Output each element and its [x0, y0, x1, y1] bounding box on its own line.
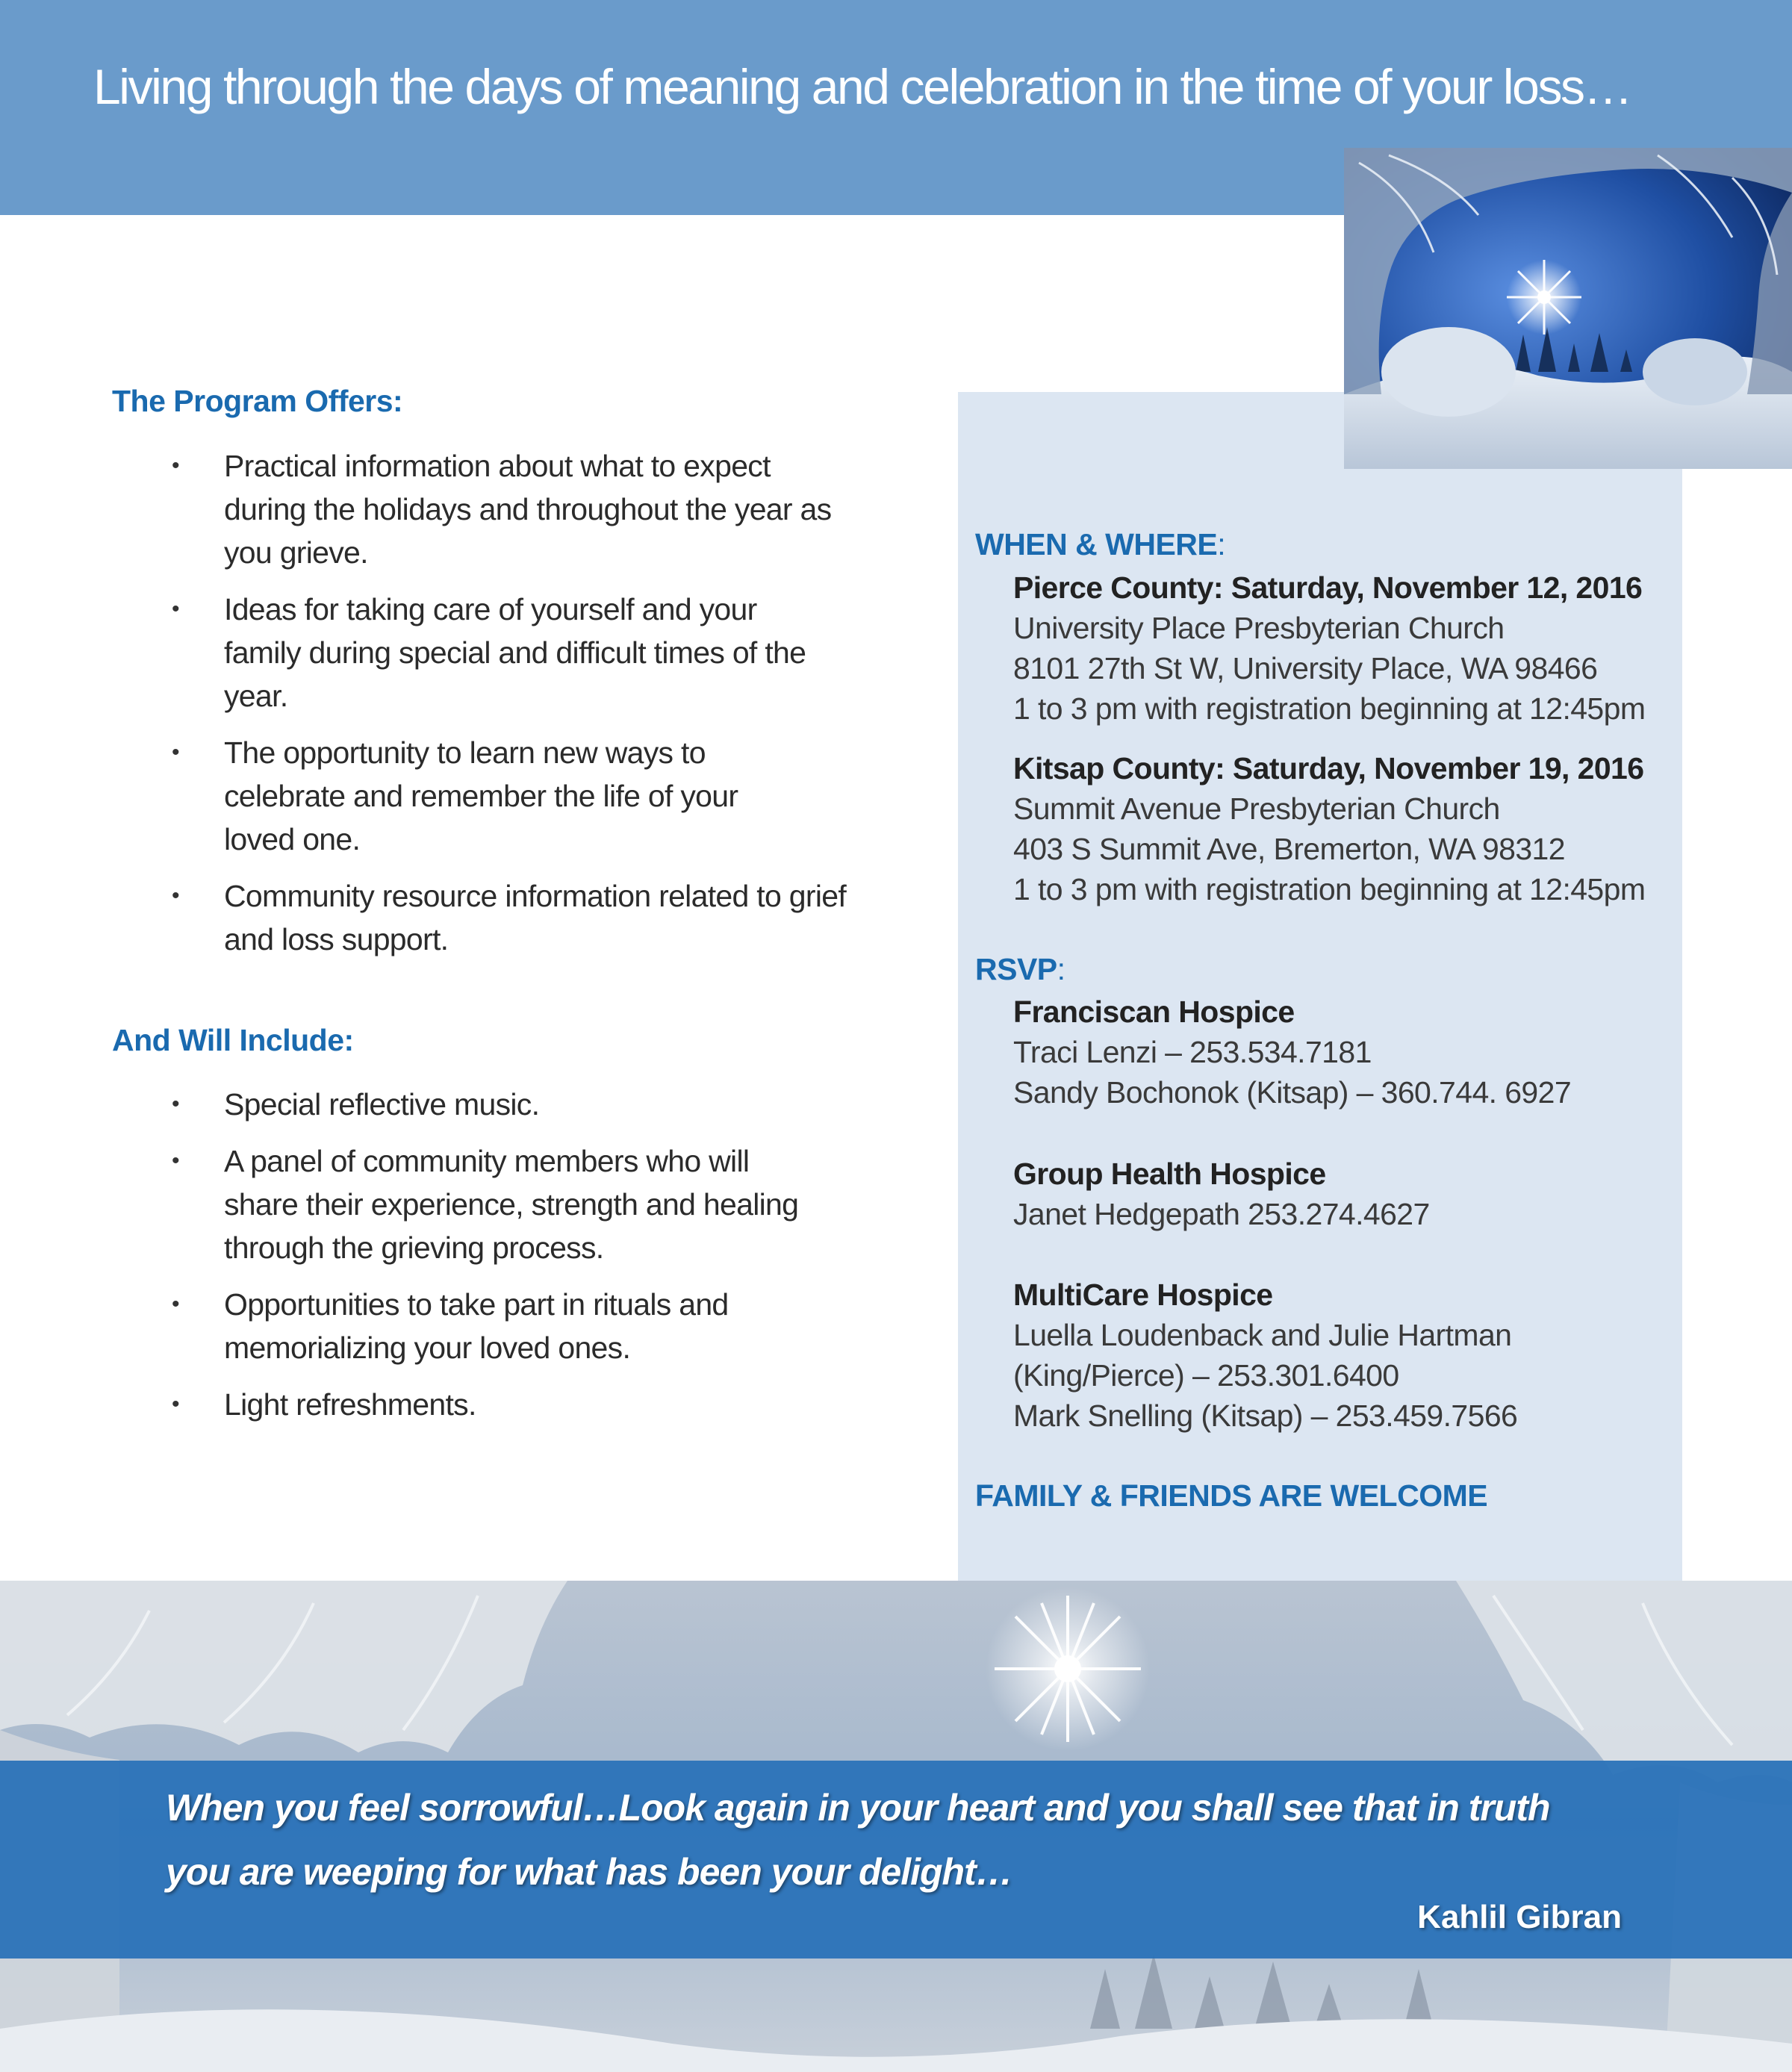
bullet-icon: • — [172, 1148, 179, 1173]
when-where-heading: WHEN & WHERE: — [975, 527, 1226, 561]
quote-line: When you feel sorrowful…Look again in your heart and you shall see that in truth — [166, 1787, 1550, 1829]
contact-line: Sandy Bochonok (Kitsap) – 360.744. 6927 — [1013, 1075, 1572, 1110]
winter-sun-photo — [1344, 148, 1792, 469]
list-item: • The opportunity to learn new ways to celebrate and remember the life of your loved one. — [0, 731, 866, 861]
quote-line: you are weeping for what has been your delight… — [166, 1851, 1012, 1893]
list-item: • Light refreshments. — [0, 1383, 866, 1426]
quote-text — [166, 1776, 1659, 1904]
bullet-icon: • — [172, 740, 179, 765]
event-time: 1 to 3 pm with registration beginning at 12:45pm — [1013, 691, 1646, 726]
contact-line: Janet Hedgepath 253.274.4627 — [1013, 1197, 1430, 1231]
rsvp-multicare — [1013, 1275, 1517, 1436]
contact-line: Luella Loudenback and Julie Hartman — [1013, 1318, 1512, 1352]
program-offers-heading: The Program Offers: — [112, 384, 403, 418]
org-name: Franciscan Hospice — [1013, 995, 1295, 1029]
rsvp-heading: RSVP: — [975, 952, 1065, 986]
contact-line: (King/Pierce) – 253.301.6400 — [1013, 1358, 1399, 1393]
event-address: 403 S Summit Ave, Bremerton, WA 98312 — [1013, 832, 1565, 866]
event-title: Pierce County: Saturday, November 12, 2016 — [1013, 570, 1643, 605]
program-offers-list — [0, 444, 866, 974]
contact-line: Mark Snelling (Kitsap) – 253.459.7566 — [1013, 1399, 1518, 1433]
bullet-icon: • — [172, 883, 179, 908]
contact-line: Traci Lenzi – 253.534.7181 — [1013, 1035, 1372, 1069]
list-item: • Community resource information related to grief and loss support. — [0, 874, 866, 961]
list-item: • Opportunities to take part in rituals and memorializing your loved ones. — [0, 1283, 866, 1369]
event-title: Kitsap County: Saturday, November 19, 2016 — [1013, 751, 1644, 785]
event-venue: Summit Avenue Presbyterian Church — [1013, 791, 1500, 826]
list-item: • Practical information about what to expect during the holidays and throughout the year as you grieve. — [0, 444, 866, 574]
will-include-heading: And Will Include: — [112, 1023, 354, 1057]
bullet-icon: • — [172, 1392, 179, 1416]
event-kitsap — [1013, 748, 1645, 909]
list-item: • Special reflective music. — [0, 1083, 866, 1126]
rsvp-franciscan — [1013, 992, 1571, 1113]
org-name: MultiCare Hospice — [1013, 1278, 1273, 1312]
page-title: Living through the days of meaning and celebration in the time of your loss… — [93, 59, 1631, 114]
rsvp-group-health — [1013, 1154, 1430, 1234]
list-item: • Ideas for taking care of yourself and your family during special and difficult times of the year. — [0, 588, 866, 718]
bullet-icon: • — [172, 453, 179, 478]
quote-author: Kahlil Gibran — [1417, 1899, 1622, 1935]
bullet-icon: • — [172, 1292, 179, 1316]
bullet-icon: • — [172, 1092, 179, 1116]
event-pierce — [1013, 567, 1645, 729]
bullet-icon: • — [172, 597, 179, 621]
will-include-list — [0, 1083, 866, 1440]
event-venue: University Place Presbyterian Church — [1013, 611, 1505, 645]
event-time: 1 to 3 pm with registration beginning at 12:45pm — [1013, 872, 1646, 906]
org-name: Group Health Hospice — [1013, 1157, 1326, 1191]
welcome-banner: FAMILY & FRIENDS ARE WELCOME — [975, 1478, 1488, 1513]
event-address: 8101 27th St W, University Place, WA 98466 — [1013, 651, 1598, 685]
list-item: • A panel of community members who will share their experience, strength and healing through the grieving process. — [0, 1139, 866, 1269]
